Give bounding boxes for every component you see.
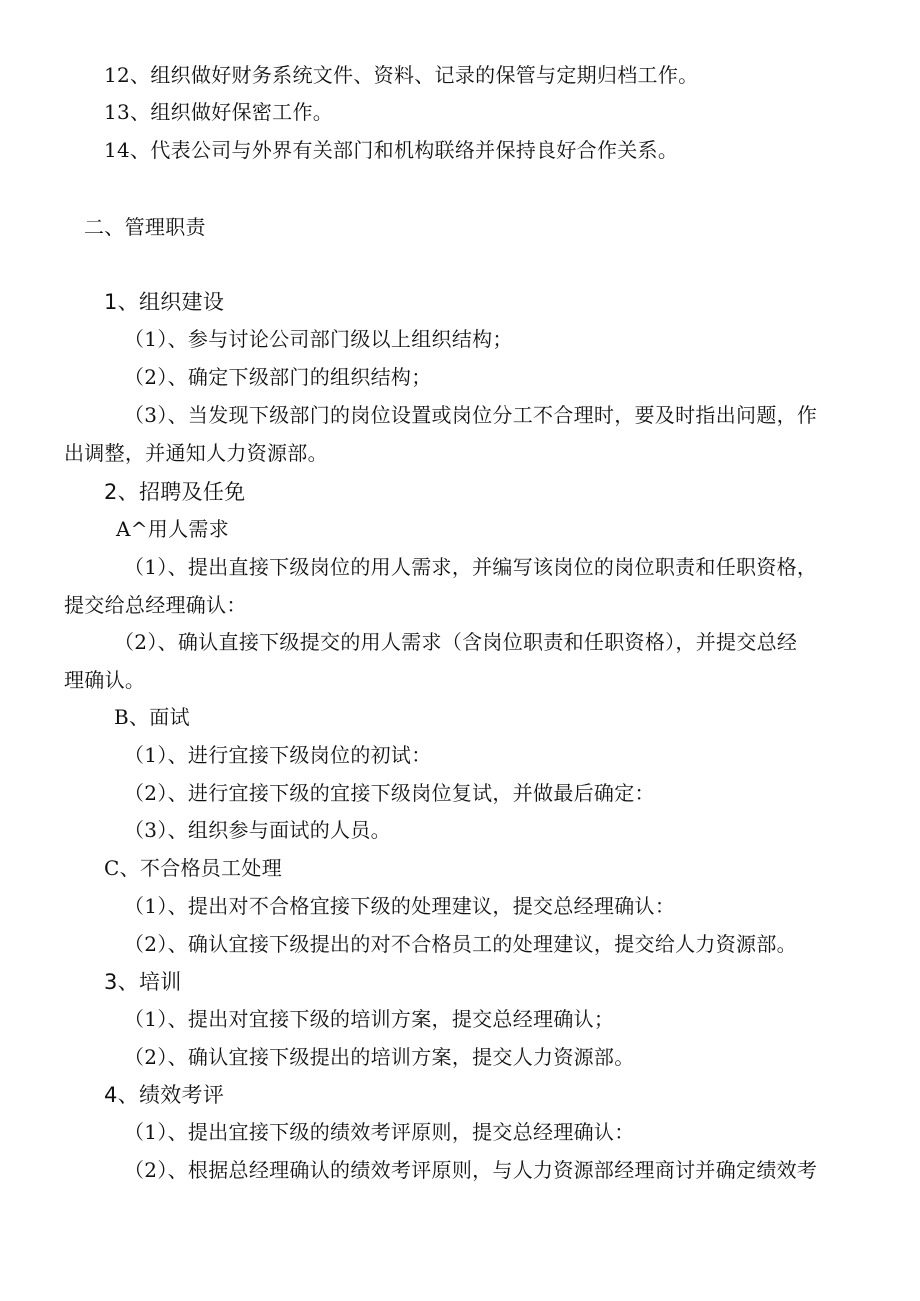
list-item-continuation: 提交给总经理确认：	[64, 593, 247, 617]
list-item: （3）、组织参与面试的人员。	[124, 818, 391, 842]
list-item: （3）、当发现下级部门的岗位设置或岗位分工不合理时，要及时指出问题，作	[124, 403, 818, 427]
list-item: 12、组织做好财务系统文件、资料、记录的保管与定期归档工作。	[104, 63, 699, 87]
list-item: （2）、根据总经理确认的绩效考评原则，与人力资源部经理商讨并确定绩效考	[124, 1158, 818, 1182]
list-item: 14、代表公司与外界有关部门和机构联络并保持良好合作关系。	[104, 138, 679, 162]
section-heading: 二、管理职责	[84, 215, 206, 239]
subsection-title: 1、组织建设	[104, 290, 225, 314]
list-item: （1）、提出直接下级岗位的用人需求，并编写该岗位的岗位职责和任职资格，	[124, 555, 818, 579]
subsection-title: 3、培训	[104, 970, 182, 994]
list-item: （2）、确认宜接下级提出的对不合格员工的处理建议，提交给人力资源部。	[124, 932, 797, 956]
list-item: （1）、进行宜接下级岗位的初试：	[124, 743, 432, 767]
list-item-continuation: 理确认。	[64, 668, 146, 692]
list-item: 13、组织做好保密工作。	[104, 100, 334, 124]
sub-heading: B、面试	[114, 705, 190, 729]
list-item: （2）、确认宜接下级提出的培训方案，提交人力资源部。	[124, 1045, 635, 1069]
list-item: （2）、确认直接下级提交的用人需求（含岗位职责和任职资格），并提交总经	[114, 630, 798, 654]
list-item: （1）、参与讨论公司部门级以上组织结构；	[124, 327, 513, 351]
subsection-title: 4、绩效考评	[104, 1083, 225, 1107]
list-item: （1）、提出对不合格宜接下级的处理建议，提交总经理确认：	[124, 894, 676, 918]
list-item: （1）、提出对宜接下级的培训方案，提交总经理确认；	[124, 1007, 615, 1031]
subsection-title: 2、招聘及任免	[104, 480, 246, 504]
sub-heading: C、不合格员工处理	[104, 856, 283, 880]
list-item: （2）、进行宜接下级的宜接下级岗位复试，并做最后确定：	[124, 781, 655, 805]
sub-heading: A^用人需求	[116, 517, 230, 541]
list-item: （1）、提出宜接下级的绩效考评原则，提交总经理确认：	[124, 1120, 635, 1144]
list-item: （2）、确定下级部门的组织结构；	[124, 365, 432, 389]
list-item-continuation: 出调整，并通知人力资源部。	[64, 441, 328, 465]
